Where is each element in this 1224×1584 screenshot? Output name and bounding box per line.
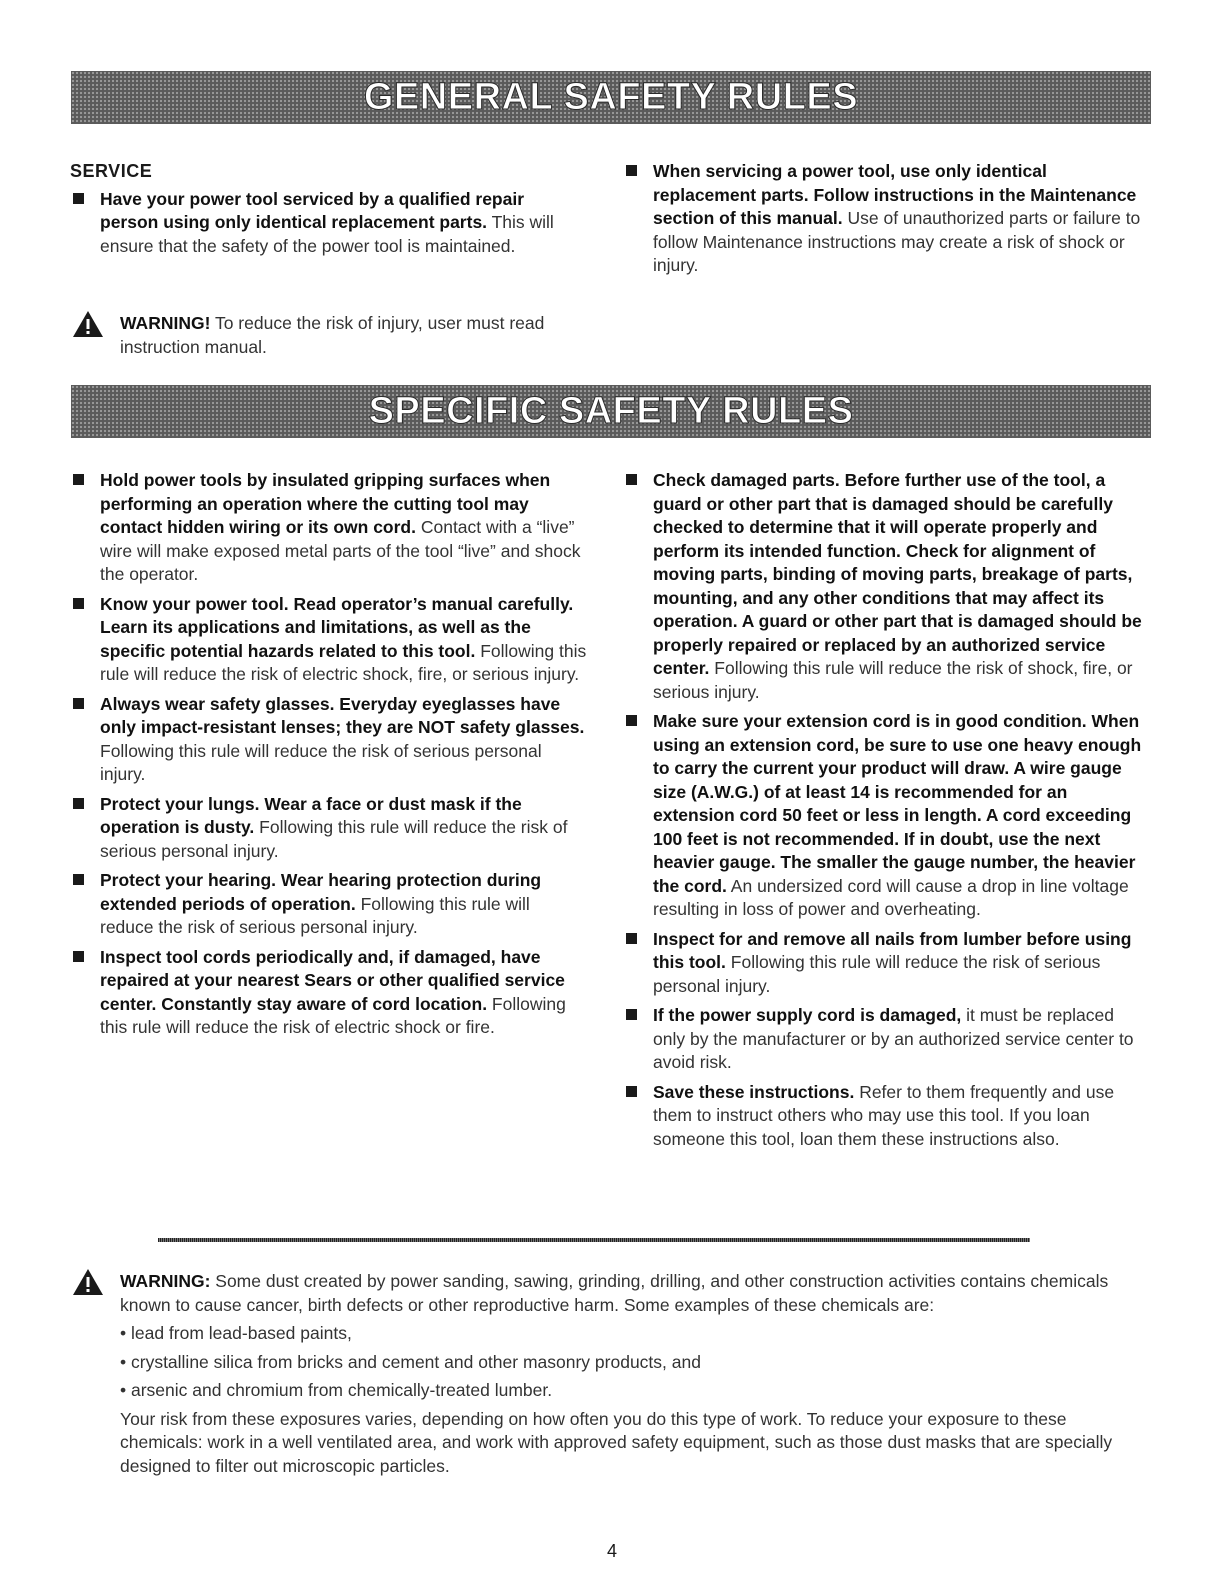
service-section (70, 160, 580, 264)
rule-item: Make sure your extension cord is in good condition. When using an extension cord, be sure to use one heavy enough to carry the current your product will draw. A wire gauge size (A.W.G.) of at least 14 is recommended for an extension cord 50 feet or less in length. A cord exceeding 100 feet is not recommended. If in doubt, use the next heavier gauge. The smaller the gauge number, the heavier the cord. An undersized cord will cause a drop in line voltage resulting in loss of power and overheating. (623, 710, 1145, 922)
bullet-icon (626, 933, 637, 944)
bullet-icon (626, 1086, 637, 1097)
specific-safety-title: SPECIFIC SAFETY RULES (368, 390, 854, 432)
bullet-icon (626, 715, 637, 726)
bullet-icon (73, 474, 84, 485)
warning-triangle-icon (72, 1268, 104, 1296)
warning-triangle-icon (72, 310, 104, 338)
service-item-1: Have your power tool serviced by a qualified repair person using only identical replacement parts. This will ensure that the safety of the power tool is maintained. (70, 188, 580, 259)
bullet-icon (73, 798, 84, 809)
chemical-list-item: • lead from lead-based paints, (120, 1323, 352, 1343)
warning-dust-chemicals: WARNING: Some dust created by power sanding, sawing, grinding, drilling, and other construction activities contains chemicals known to cause cancer, birth defects or other reproductive harm. Some examples of these chemicals are: • lead from lead-based paints, • crystalline silica from bricks and cement and other masonry products, and • arsenic and chromium from chemically-treated lumber. Your risk from these exposures varies, depending on how often you do this type of work. To reduce your exposure to these chemicals: work in a well ventilated area, and work with approved safety equipment, such as those dust masks that are specially designed to filter out microscopic particles. (72, 1270, 1152, 1478)
specific-safety-banner (71, 385, 1151, 438)
rule-item: Inspect for and remove all nails from lumber before using this tool. Following this rule will reduce the risk of serious personal injury. (623, 928, 1145, 999)
bullet-icon (73, 874, 84, 885)
bullet-icon (73, 193, 84, 204)
bullet-icon (626, 165, 637, 176)
rule-item: Protect your lungs. Wear a face or dust mask if the operation is dusty. Following this rule will reduce the risk of serious personal injury. (70, 793, 588, 864)
warning-read-manual: WARNING! To reduce the risk of injury, user must read instruction manual. (72, 312, 582, 359)
exposure-paragraph: Your risk from these exposures varies, depending on how often you do this type of work. To reduce your exposure to these chemicals: work in a well ventilated area, and work with approved safety equipment, such as those dust masks that are specially designed to filter out microscopic particles. (120, 1408, 1113, 1476)
warning-label: WARNING: (120, 1271, 211, 1291)
bullet-icon (73, 598, 84, 609)
service-heading: SERVICE (70, 161, 153, 181)
specific-rules-right (623, 469, 1145, 1157)
bullet-icon (626, 474, 637, 485)
service-section-right (623, 160, 1143, 284)
rule-item: Check damaged parts. Before further use of the tool, a guard or other part that is damaged should be carefully checked to determine that it will operate properly and perform its intended function. Check for alignment of moving parts, binding of moving parts, breakage of parts, mounting, and any other conditions that may affect its operation. A guard or other part that is damaged should be properly repaired or replaced by an authorized service center. Following this rule will reduce the risk of shock, fire, or serious injury. (623, 469, 1145, 704)
bullet-icon (626, 1009, 637, 1020)
page-number: 4 (606, 1541, 617, 1561)
rule-item: Protect your hearing. Wear hearing protection during extended periods of operation. Following this rule will reduce the risk of serious personal injury. (70, 869, 588, 940)
bullet-icon (73, 951, 84, 962)
specific-rules-left (70, 469, 588, 1046)
rule-item: Know your power tool. Read operator’s manual carefully. Learn its applications and limitations, as well as the specific potential hazards related to this tool. Following this rule will reduce the risk of electric shock, fire, or serious injury. (70, 593, 588, 687)
service-item-2: When servicing a power tool, use only identical replacement parts. Follow instructions in the Maintenance section of this manual. Use of unauthorized parts or failure to follow Maintenance instructions may create a risk of shock or injury. (623, 160, 1143, 278)
chemical-list-item: • arsenic and chromium from chemically-treated lumber. (120, 1380, 553, 1400)
general-safety-banner (71, 71, 1151, 124)
rule-item: Save these instructions. Refer to them frequently and use them to instruct others who may use this tool. If you loan someone this tool, loan them these instructions also. (623, 1081, 1145, 1152)
divider (158, 1238, 1030, 1242)
rule-item: If the power supply cord is damaged, it must be replaced only by the manufacturer or by an authorized service center to avoid risk. (623, 1004, 1145, 1075)
general-safety-title: GENERAL SAFETY RULES (363, 76, 859, 118)
rule-item: Always wear safety glasses. Everyday eyeglasses have only impact-resistant lenses; they are NOT safety glasses. Following this rule will reduce the risk of serious personal injury. (70, 693, 588, 787)
rule-item: Inspect tool cords periodically and, if damaged, have repaired at your nearest Sears or other qualified service center. Constantly stay aware of cord location. Following this rule will reduce the risk of electric shock or fire. (70, 946, 588, 1040)
warning-label: WARNING! (120, 313, 211, 333)
bullet-icon (73, 698, 84, 709)
rule-item: Hold power tools by insulated gripping surfaces when performing an operation where the cutting tool may contact hidden wiring or its own cord. Contact with a “live” wire will make exposed metal parts of the tool “live” and shock the operator. (70, 469, 588, 587)
chemical-list-item: • crystalline silica from bricks and cement and other masonry products, and (120, 1351, 701, 1372)
